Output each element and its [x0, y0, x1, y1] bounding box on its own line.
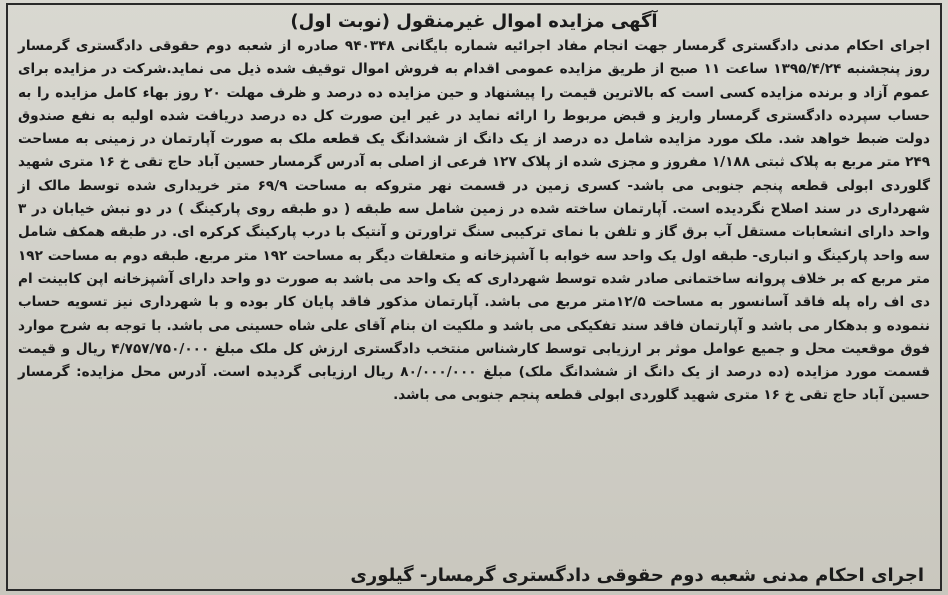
notice-content [18, 7, 930, 587]
notice-frame [6, 3, 942, 591]
notice-title: آگهی مزایده اموال غیرمنقول (نوبت اول) [290, 11, 658, 32]
notice-body: اجرای احکام مدنی دادگستری گرمسار جهت انجام مفاد اجرائیه شماره بایگانی ۹۴۰۳۴۸ صادره از شعبه دوم حقوقی دادگستری گرمسار روز پنجشنبه ۱۳۹۵/۴/۲۴ ساعت ۱۱ صبح از طریق مزایده عمومی اقدام به فروش اموال توقیف شده ذیل می نماید.شرکت در مزایده برای عموم آزاد و برنده مزایده کسی است که بالاترین قیمت را پیشنهاد و حین مزایده ده درصد و ظرف مهلت ۲۰ روز بهاء کامل مزایده را به حساب سپرده دادگستری گرمسار واریز و قبض مربوط را ارائه نماید در غیر این صورت کل ده درصد دریافت شده اولیه به نفع صندوق دولت ضبط خواهد شد. ملک مورد مزایده شامل ده درصد از یک دانگ از ششدانگ یک قطعه ملک به صورت آپارتمان در زمینی به مساحت ۲۴۹ متر مربع به پلاک ثبتی ۱/۱۸۸ مفروز و مجزی شده از پلاک ۱۲۷ فرعی از اصلی به آدرس گرمسار حسین آباد حاج تقی خ ۱۶ متری شهید گلوردی ابولی قطعه پنجم جنوبی می باشد- کسری زمین در قسمت نهر متروکه به مساحت ۶۹/۹ متر خریداری شده توسط مالک از شهرداری در سند اصلاح نگردیده است. آپارتمان ساخته شده در زمین شامل سه طبقه ( دو طبقه روی پارکینگ ) در دو نبش خیابان در ۳ واحد دارای انشعابات مستقل آب برق گاز و تلفن با نمای ترکیبی سنگ تراورتن و آنتیک با درب پارکینگ کرکره ای. در طبقه همکف شامل سه واحد پارکینگ و انباری- طبقه اول یک واحد سه خوابه با آشپزخانه و متعلقات دیگر به مساحت ۱۹۲ متر مربع. طبقه دوم به مساحت ۱۹۲ متر مربع که بر خلاف پروانه ساختمانی صادر شده توسط شهرداری که یک واحد می باشد به صورت دو واحد دارای آشپزخانه اپن کابینت ام دی اف راه پله فاقد آسانسور به مساحت ۱۲/۵متر مربع می باشد. آپارتمان مذکور فاقد پایان کار بوده و با شهرداری نیز تسویه حساب ننموده و بدهکار می باشد و آپارتمان فاقد سند تفکیکی می باشد و ملکیت ان بنام آقای علی شاه حسینی می باشد. با توجه به شرح موارد فوق موقعیت محل و جمیع عوامل موثر بر ارزیابی توسط کارشناس منتخب دادگستری ارزش کل ملک مبلغ ۴/۷۵۷/۷۵۰/۰۰۰ ریال و قیمت قسمت مورد مزایده (ده درصد از یک دانگ از ششدانگ ملک) مبلغ ۸۰/۰۰۰/۰۰۰ ریال ارزیابی گردیده است. آدرس محل مزایده: گرمسار حسین آباد حاج تقی خ ۱۶ متری شهید گلوردی ابولی قطعه پنجم جنوبی می باشد. [18, 38, 931, 404]
notice-signature: اجرای احکام مدنی شعبه دوم حقوقی دادگستری گرمسار- گیلوری [350, 565, 924, 586]
